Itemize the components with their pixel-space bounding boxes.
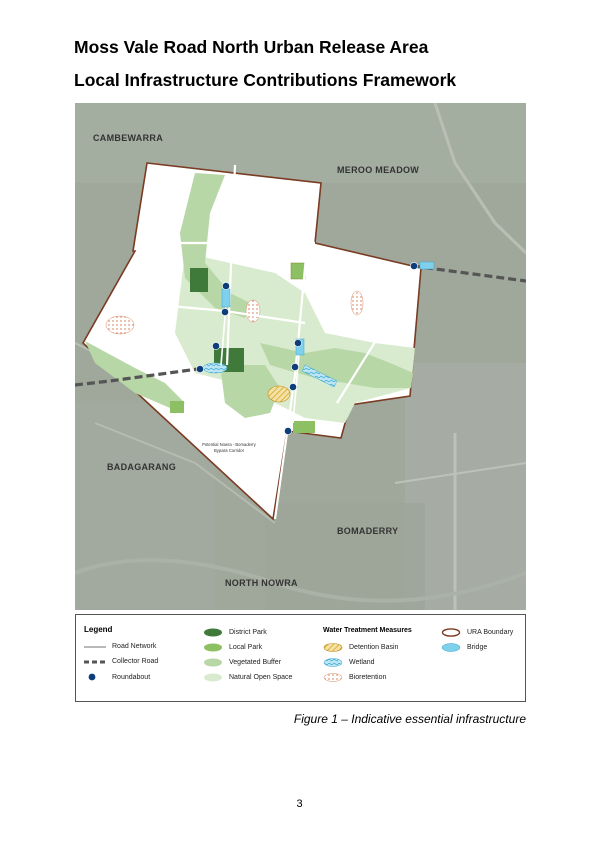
legend-roundabout bbox=[84, 673, 150, 681]
legend-vegetated-buffer-label: Vegetated Buffer bbox=[229, 659, 282, 666]
legend-road-network bbox=[84, 643, 156, 650]
district-park-symbol bbox=[203, 628, 223, 637]
legend-collector-road-label: Collector Road bbox=[112, 658, 159, 665]
legend-district-park-label: District Park bbox=[229, 629, 267, 636]
legend-collector-road bbox=[84, 658, 158, 665]
map-legend bbox=[75, 614, 526, 702]
legend-bridge-label: Bridge bbox=[467, 644, 488, 651]
detention-basin-symbol bbox=[323, 643, 343, 652]
legend-natural-open-space bbox=[203, 673, 292, 682]
vegetated-buffer-symbol bbox=[203, 658, 223, 667]
legend-vegetated-buffer bbox=[203, 658, 281, 667]
wetland-symbol bbox=[323, 658, 343, 667]
legend-ura-boundary bbox=[441, 628, 513, 637]
local-park-symbol bbox=[203, 643, 223, 652]
natural-open-space-symbol bbox=[203, 673, 223, 682]
legend-natural-open-space-label: Natural Open Space bbox=[229, 674, 293, 681]
bioretention bbox=[106, 316, 134, 334]
legend-local-park-label: Local Park bbox=[229, 644, 263, 651]
place-meroo-meadow: MEROO MEADOW bbox=[337, 165, 420, 175]
local-park bbox=[291, 263, 305, 279]
legend-bioretention-label: Bioretention bbox=[349, 674, 387, 681]
ura-map bbox=[75, 103, 526, 610]
legend-water-heading: Water Treatment Measures bbox=[323, 627, 412, 634]
detention-basin bbox=[268, 386, 290, 402]
page-subtitle: Local Infrastructure Contributions Framework bbox=[74, 70, 457, 90]
bridge bbox=[222, 289, 230, 307]
place-badagarang: BADAGARANG bbox=[107, 462, 176, 472]
legend-title: Legend bbox=[84, 625, 113, 634]
legend-roundabout-label: Roundabout bbox=[112, 673, 151, 681]
legend-bridge bbox=[441, 643, 487, 652]
place-cambewarra: CAMBEWARRA bbox=[93, 133, 163, 143]
place-north-nowra: NORTH NOWRA bbox=[225, 578, 298, 588]
page-number: 3 bbox=[296, 798, 303, 810]
legend-ura-boundary-label: URA Boundary bbox=[467, 629, 514, 636]
figure-caption: Figure 1 – Indicative essential infrastructure bbox=[293, 712, 526, 726]
corridor-label-1: Potential Nowra - Bomaderry bbox=[202, 442, 256, 447]
district-park bbox=[190, 268, 208, 292]
collector-road-symbol bbox=[84, 659, 106, 665]
legend-wetland bbox=[323, 658, 375, 667]
place-bomaderry: BOMADERRY bbox=[337, 526, 399, 536]
roundabout-symbol bbox=[84, 673, 106, 681]
legend-detention-basin bbox=[323, 643, 398, 652]
bioretention-symbol bbox=[323, 673, 343, 682]
ura-boundary-symbol bbox=[441, 628, 461, 637]
corridor-label-2: Bypass Corridor bbox=[213, 448, 245, 453]
legend-bioretention bbox=[323, 673, 386, 682]
bridge-symbol bbox=[441, 643, 461, 652]
legend-local-park bbox=[203, 643, 262, 652]
legend-district-park bbox=[203, 628, 267, 637]
legend-road-network-label: Road Network bbox=[112, 643, 157, 650]
road-network-symbol bbox=[84, 644, 106, 650]
legend-wetland-label: Wetland bbox=[349, 659, 375, 666]
page-title: Moss Vale Road North Urban Release Area bbox=[74, 37, 429, 57]
legend-detention-basin-label: Detention Basin bbox=[349, 644, 399, 651]
